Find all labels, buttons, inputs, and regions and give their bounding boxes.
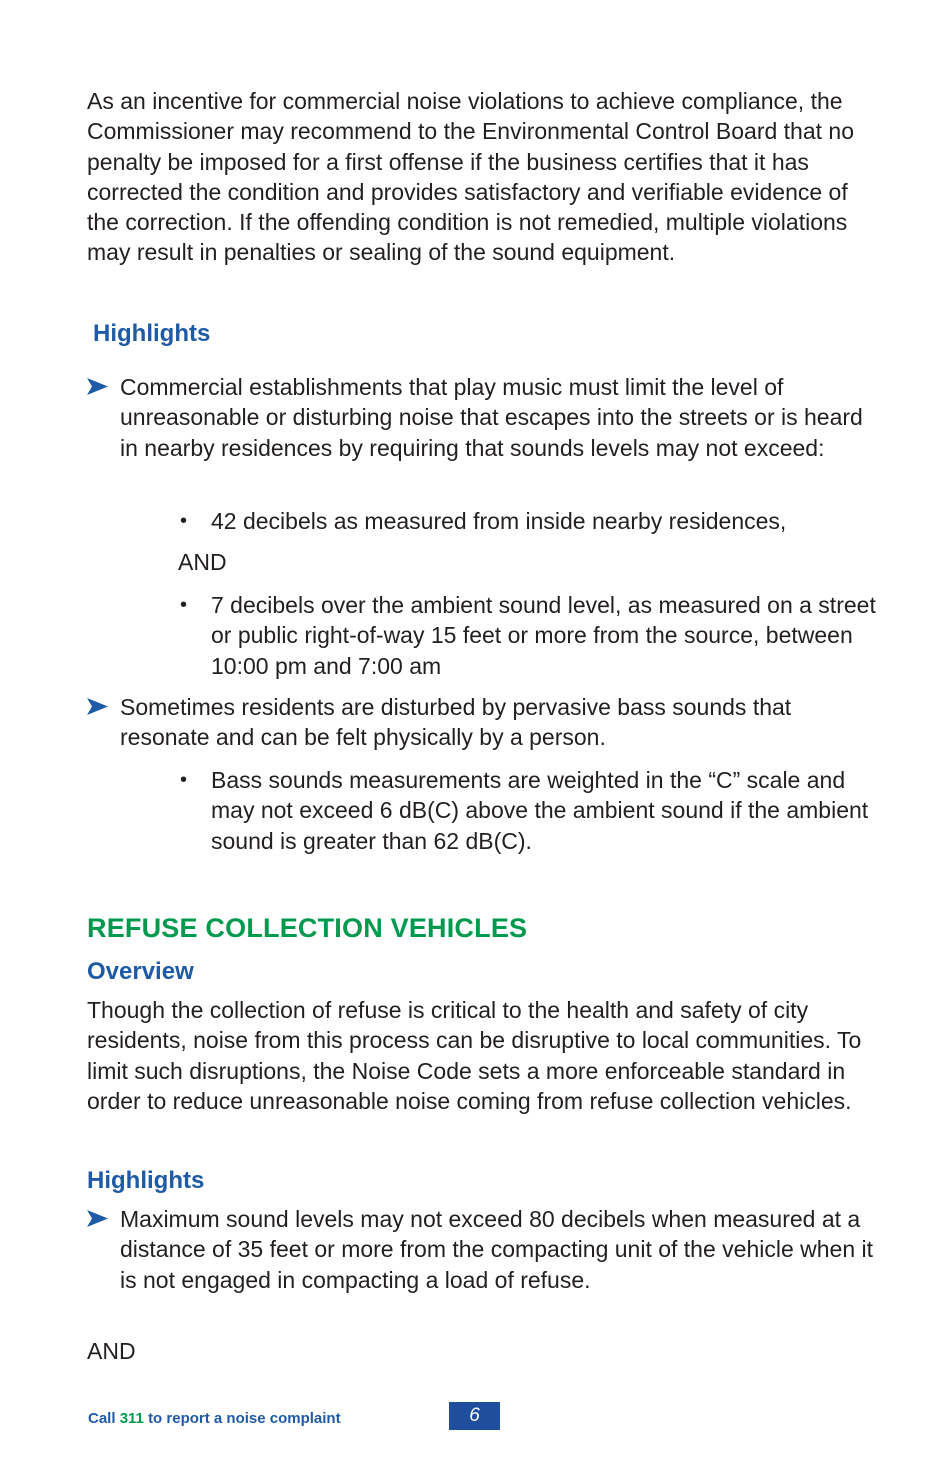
intro-paragraph: As an incentive for commercial noise violations to achieve compliance, the Commissioner may recommend to the Environmental Control Board that no penalty be imposed for a first offense if the business certifies that it has corrected the condition and provides satisfactory and verifiable evidence of the correction. If the offending condition is not remedied, multiple violations may result in penalties or sealing of the sound equipment. [87, 88, 855, 266]
commercial-highlight-item-1 [87, 372, 877, 463]
footer-call-suffix: to report a noise complaint [148, 1410, 341, 1427]
refuse-section-title: REFUSE COLLECTION VEHICLES [87, 913, 528, 943]
overview-heading: Overview [87, 958, 194, 985]
commercial-highlight-item-2 [87, 692, 877, 753]
commercial-highlight-item-2-text: Sometimes residents are disturbed by pervasive bass sounds that resonate and can be felt physically by a person. [120, 694, 792, 751]
dot-bullet-icon: • [180, 594, 188, 616]
commercial-highlights-heading: Highlights [93, 320, 211, 347]
dot-bullet-icon: • [180, 769, 188, 791]
commercial-sub-bullet-1-text: 42 decibels as measured from inside nearby residences, [211, 508, 787, 534]
arrow-bullet-icon [87, 1210, 108, 1227]
footer-phone-number: 311 [119, 1410, 144, 1427]
page-number-badge: 6 [449, 1402, 500, 1430]
refuse-highlight-item-1-text: Maximum sound levels may not exceed 80 decibels when measured at a distance of 35 feet or more from the compacting unit of the vehicle when it is not engaged in compacting a load of refuse. [120, 1206, 874, 1293]
and-label: AND [178, 549, 227, 575]
footer-call-prefix: Call [88, 1410, 116, 1427]
arrow-bullet-icon [87, 698, 108, 715]
arrow-bullet-icon [87, 378, 108, 395]
refuse-highlights-heading: Highlights [87, 1167, 205, 1194]
dot-bullet-icon: • [180, 510, 188, 532]
commercial-sub-bullet-3-text: Bass sounds measurements are weighted in the “C” scale and may not exceed 6 dB(C) above the ambient sound if the ambient sound is greater than 62 dB(C). [211, 767, 869, 854]
commercial-sub-bullet-2 [178, 590, 878, 681]
overview-paragraph: Though the collection of refuse is critical to the health and safety of city residents, noise from this process can be disruptive to local communities. To limit such disruptions, the Noise Code sets a more enforceable standard in order to reduce unreasonable noise coming from refuse collection vehicles. [87, 997, 862, 1114]
refuse-and-label: AND [87, 1338, 136, 1364]
footer-call-line [88, 1410, 341, 1427]
refuse-highlight-item-1 [87, 1204, 877, 1295]
commercial-highlight-item-1-text: Commercial establishments that play music must limit the level of unreasonable or disturbing noise that escapes into the streets or is heard in nearby residences by requiring that sounds levels may not exceed: [120, 374, 863, 461]
commercial-sub-bullet-2-text: 7 decibels over the ambient sound level, as measured on a street or public right-of-way 15 feet or more from the source, between 10:00 pm and 7:00 am [211, 592, 876, 679]
commercial-sub-bullet-1 [178, 506, 878, 536]
commercial-sub-bullet-3 [178, 765, 878, 856]
